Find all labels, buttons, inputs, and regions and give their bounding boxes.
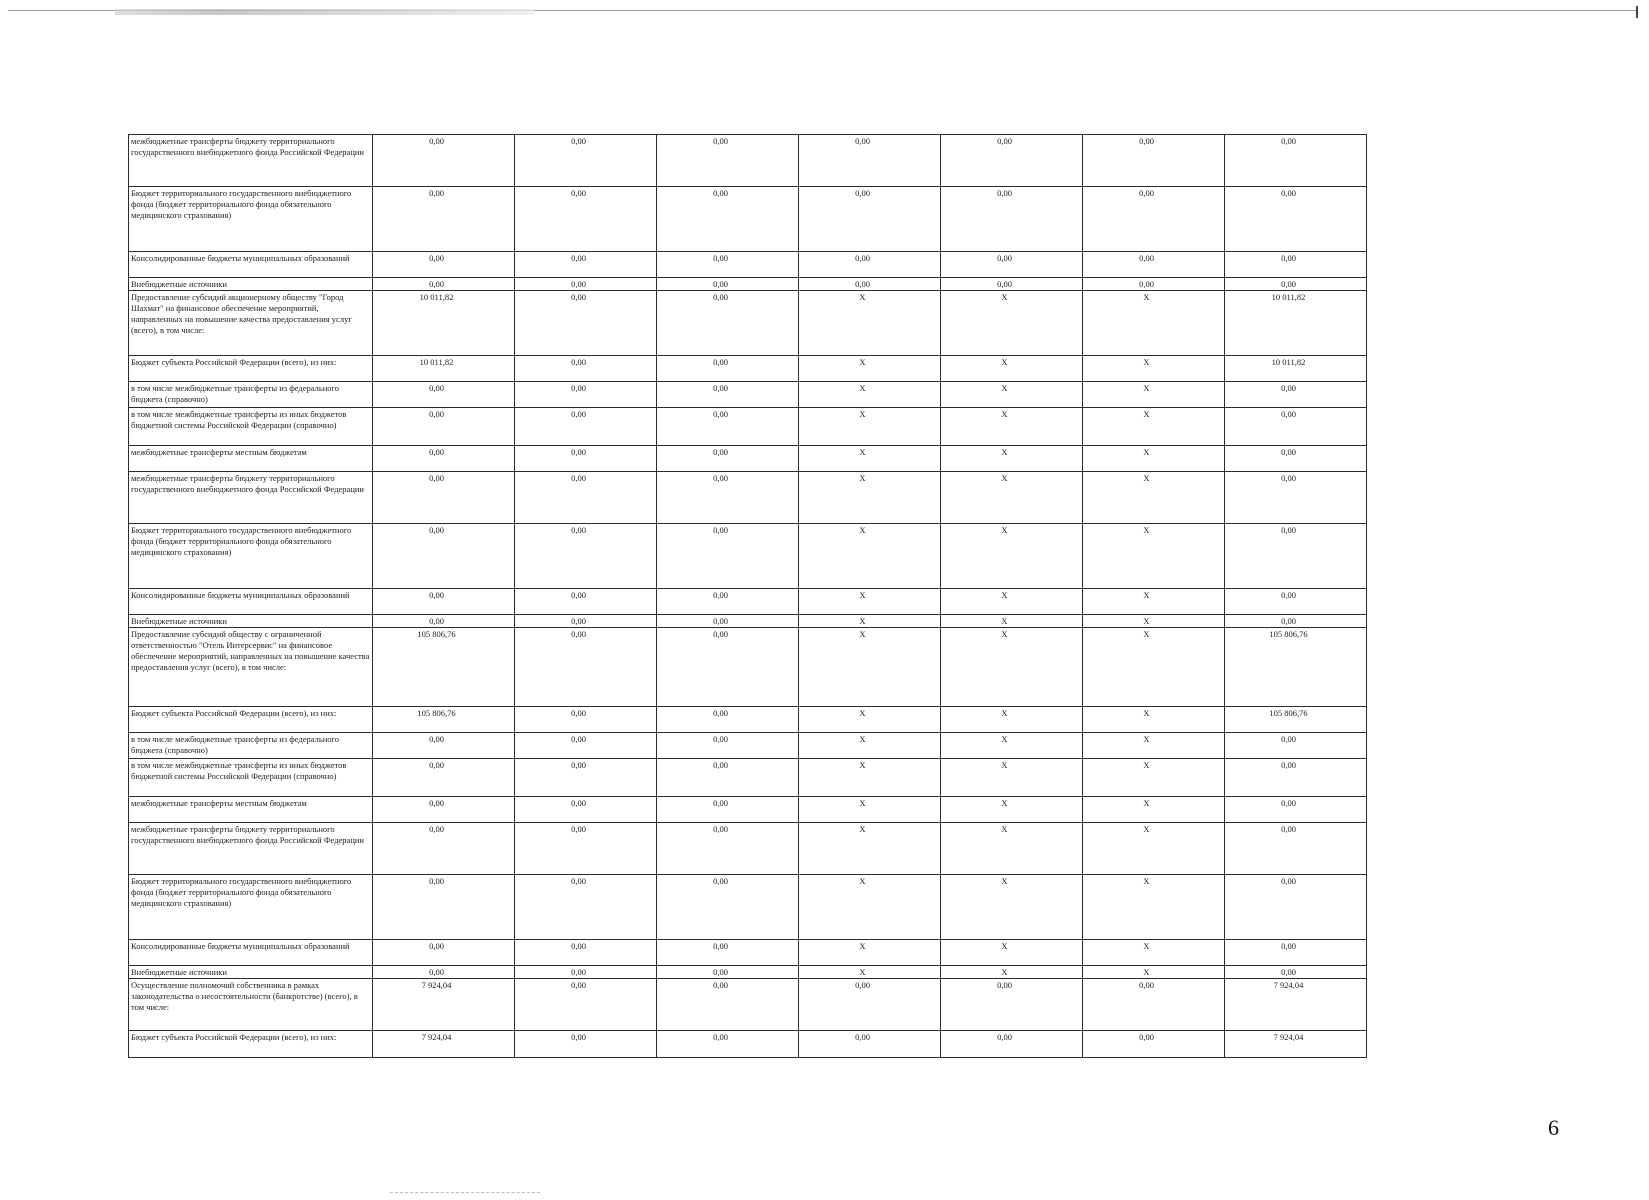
value-cell: 0,00 [373,408,515,446]
value-cell: X [799,940,941,966]
value-cell: 0,00 [799,1031,941,1058]
value-cell: 0,00 [1225,135,1367,187]
value-cell: X [799,589,941,615]
table-row [129,875,1367,940]
table-row [129,940,1367,966]
value-cell: 105 806,76 [373,628,515,707]
value-cell: 0,00 [1225,940,1367,966]
value-cell: X [799,615,941,628]
value-cell: 0,00 [515,291,657,356]
scan-edge-mark [1636,6,1638,18]
value-cell: 10 011,82 [373,291,515,356]
value-cell: 0,00 [1225,252,1367,278]
value-cell: X [799,446,941,472]
row-label: Бюджет территориального государственного внебюджетного фонда (бюджет территориального фонда обязательного медицинского страхования) [129,875,373,940]
value-cell: 0,00 [657,707,799,733]
value-cell: 0,00 [657,291,799,356]
value-cell: 0,00 [515,446,657,472]
value-cell: 0,00 [373,382,515,408]
value-cell: 0,00 [515,940,657,966]
table-row [129,733,1367,759]
value-cell: 0,00 [657,979,799,1031]
value-cell: X [1083,524,1225,589]
table-row [129,1031,1367,1058]
value-cell: 0,00 [373,187,515,252]
row-label: Предоставление субсидий обществу с ограниченной ответственностью "Отель Интерсервис" на финансовое обеспечение мероприятий, направленных на повышение качества предоставления услуг (всего), в том числе: [129,628,373,707]
value-cell: 0,00 [373,875,515,940]
table-row [129,628,1367,707]
row-label: Осуществление полномочий собственника в рамках законодательства о несостоятельности (банкротстве) (всего), в том числе: [129,979,373,1031]
value-cell: 0,00 [657,759,799,797]
value-cell: X [941,408,1083,446]
value-cell: X [941,615,1083,628]
row-label: межбюджетные трансферты бюджету территориального государственного внебюджетного фонда Российской Федерации [129,472,373,524]
value-cell: X [1083,733,1225,759]
value-cell: X [1083,940,1225,966]
value-cell: X [799,797,941,823]
scan-artifact [115,9,535,15]
value-cell: 0,00 [657,252,799,278]
value-cell: X [941,446,1083,472]
table-row [129,135,1367,187]
row-label: в том числе межбюджетные трансферты из иных бюджетов бюджетной системы Российской Федерации (справочно) [129,759,373,797]
value-cell: 0,00 [515,472,657,524]
value-cell: 0,00 [515,759,657,797]
value-cell: X [1083,707,1225,733]
row-label: межбюджетные трансферты бюджету территориального государственного внебюджетного фонда Российской Федерации [129,135,373,187]
value-cell: 0,00 [657,356,799,382]
value-cell: X [799,628,941,707]
value-cell: X [799,733,941,759]
value-cell: 0,00 [373,446,515,472]
value-cell: 0,00 [373,135,515,187]
value-cell: X [1083,408,1225,446]
value-cell: 0,00 [799,979,941,1031]
table-row [129,472,1367,524]
value-cell: 0,00 [373,472,515,524]
value-cell: X [941,966,1083,979]
value-cell: 105 806,76 [373,707,515,733]
value-cell: 0,00 [373,524,515,589]
value-cell: 0,00 [657,382,799,408]
table-row [129,979,1367,1031]
value-cell: X [799,382,941,408]
value-cell: 0,00 [1225,446,1367,472]
value-cell: X [941,759,1083,797]
table-row [129,797,1367,823]
value-cell: 0,00 [515,733,657,759]
value-cell: 0,00 [515,797,657,823]
row-label: Предоставление субсидий акционерному обществу "Город Шахмат" на финансовое обеспечение мероприятий, направленных на повышение качества предоставления услуг (всего), в том числе: [129,291,373,356]
value-cell: 0,00 [1225,472,1367,524]
value-cell: X [941,291,1083,356]
value-cell: 0,00 [941,278,1083,291]
value-cell: 0,00 [373,733,515,759]
value-cell: X [941,823,1083,875]
value-cell: X [1083,589,1225,615]
value-cell: X [799,356,941,382]
row-label: Внебюджетные источники [129,615,373,628]
value-cell: 0,00 [941,1031,1083,1058]
row-label: межбюджетные трансферты местным бюджетам [129,446,373,472]
value-cell: 0,00 [657,187,799,252]
value-cell: 0,00 [657,628,799,707]
value-cell: 105 806,76 [1225,628,1367,707]
value-cell: 0,00 [799,187,941,252]
row-label: в том числе межбюджетные трансферты из федерального бюджета (справочно) [129,733,373,759]
value-cell: X [941,875,1083,940]
value-cell: X [799,875,941,940]
value-cell: 0,00 [1083,979,1225,1031]
value-cell: X [1083,875,1225,940]
value-cell: X [1083,291,1225,356]
value-cell: 0,00 [515,524,657,589]
value-cell: 0,00 [515,356,657,382]
row-label: Внебюджетные источники [129,966,373,979]
value-cell: 0,00 [657,966,799,979]
value-cell: 0,00 [941,252,1083,278]
value-cell: X [799,707,941,733]
value-cell: X [799,291,941,356]
value-cell: 0,00 [373,797,515,823]
table-row [129,408,1367,446]
value-cell: 0,00 [515,382,657,408]
row-label: Внебюджетные источники [129,278,373,291]
table-row [129,615,1367,628]
table-row [129,187,1367,252]
value-cell: 0,00 [1083,278,1225,291]
row-label: межбюджетные трансферты местным бюджетам [129,797,373,823]
row-label: Бюджет субъекта Российской Федерации (всего), из них: [129,707,373,733]
value-cell: X [1083,797,1225,823]
value-cell: X [941,382,1083,408]
value-cell: 0,00 [515,408,657,446]
value-cell: 0,00 [657,940,799,966]
row-label: в том числе межбюджетные трансферты из иных бюджетов бюджетной системы Российской Федерации (справочно) [129,408,373,446]
value-cell: 0,00 [657,875,799,940]
table-row [129,446,1367,472]
value-cell: 0,00 [657,135,799,187]
row-label: межбюджетные трансферты бюджету территориального государственного внебюджетного фонда Российской Федерации [129,823,373,875]
value-cell: X [941,589,1083,615]
value-cell: X [799,524,941,589]
value-cell: X [941,733,1083,759]
value-cell: 7 924,04 [373,1031,515,1058]
value-cell: X [799,472,941,524]
value-cell: 0,00 [515,589,657,615]
table-row [129,759,1367,797]
value-cell: 0,00 [515,979,657,1031]
value-cell: X [799,759,941,797]
value-cell: 0,00 [373,589,515,615]
value-cell: 10 011,82 [1225,291,1367,356]
value-cell: 0,00 [373,252,515,278]
value-cell: 10 011,82 [373,356,515,382]
value-cell: X [941,356,1083,382]
table-row [129,291,1367,356]
value-cell: 0,00 [1225,382,1367,408]
value-cell: 10 011,82 [1225,356,1367,382]
row-label: Бюджет территориального государственного внебюджетного фонда (бюджет территориального фонда обязательного медицинского страхования) [129,524,373,589]
value-cell: 0,00 [1225,759,1367,797]
value-cell: 0,00 [657,278,799,291]
table-row [129,356,1367,382]
value-cell: 0,00 [515,187,657,252]
value-cell: X [1083,446,1225,472]
value-cell: X [1083,472,1225,524]
value-cell: 0,00 [1225,966,1367,979]
value-cell: 0,00 [941,187,1083,252]
scan-bottom-artifact [390,1192,540,1193]
value-cell: 0,00 [1225,733,1367,759]
value-cell: 0,00 [1225,278,1367,291]
value-cell: 7 924,04 [1225,1031,1367,1058]
value-cell: 0,00 [1225,187,1367,252]
row-label: Бюджет территориального государственного внебюджетного фонда (бюджет территориального фонда обязательного медицинского страхования) [129,187,373,252]
row-label: в том числе межбюджетные трансферты из федерального бюджета (справочно) [129,382,373,408]
value-cell: 0,00 [941,135,1083,187]
value-cell: X [1083,382,1225,408]
value-cell: X [799,408,941,446]
value-cell: 0,00 [799,252,941,278]
value-cell: 0,00 [515,1031,657,1058]
value-cell: 0,00 [1225,615,1367,628]
value-cell: 0,00 [657,472,799,524]
value-cell: 0,00 [657,615,799,628]
value-cell: 0,00 [1225,408,1367,446]
value-cell: 0,00 [373,823,515,875]
value-cell: 0,00 [1225,875,1367,940]
value-cell: 0,00 [515,135,657,187]
value-cell: 0,00 [515,966,657,979]
value-cell: 0,00 [1083,1031,1225,1058]
row-label: Консолидированные бюджеты муниципальных образований [129,940,373,966]
table-row [129,966,1367,979]
value-cell: 0,00 [1225,797,1367,823]
value-cell: 0,00 [515,628,657,707]
table-row [129,278,1367,291]
value-cell: 0,00 [1083,187,1225,252]
value-cell: 0,00 [373,278,515,291]
value-cell: 105 806,76 [1225,707,1367,733]
value-cell: 0,00 [657,589,799,615]
value-cell: X [799,823,941,875]
value-cell: 0,00 [515,278,657,291]
value-cell: 0,00 [373,940,515,966]
budget-table [128,134,1367,1058]
value-cell: 0,00 [657,797,799,823]
value-cell: X [1083,628,1225,707]
row-label: Консолидированные бюджеты муниципальных образований [129,252,373,278]
value-cell: 0,00 [515,615,657,628]
value-cell: X [1083,759,1225,797]
value-cell: 0,00 [515,252,657,278]
value-cell: 0,00 [1083,252,1225,278]
table-row [129,524,1367,589]
table-row [129,823,1367,875]
value-cell: X [1083,823,1225,875]
value-cell: 0,00 [515,823,657,875]
value-cell: 7 924,04 [373,979,515,1031]
table-row [129,589,1367,615]
value-cell: X [941,797,1083,823]
table-row [129,382,1367,408]
value-cell: X [941,628,1083,707]
value-cell: 0,00 [657,446,799,472]
value-cell: 0,00 [657,823,799,875]
value-cell: X [941,940,1083,966]
value-cell: 0,00 [799,278,941,291]
table-row [129,252,1367,278]
value-cell: X [941,707,1083,733]
value-cell: X [1083,356,1225,382]
value-cell: 0,00 [373,966,515,979]
budget-table-body [129,135,1367,1058]
value-cell: 0,00 [941,979,1083,1031]
value-cell: 0,00 [373,615,515,628]
value-cell: 0,00 [515,707,657,733]
value-cell: 0,00 [657,1031,799,1058]
value-cell: 0,00 [1225,589,1367,615]
row-label: Бюджет субъекта Российской Федерации (всего), из них: [129,1031,373,1058]
value-cell: 0,00 [1083,135,1225,187]
value-cell: 7 924,04 [1225,979,1367,1031]
value-cell: 0,00 [1225,524,1367,589]
value-cell: X [941,524,1083,589]
value-cell: 0,00 [657,524,799,589]
value-cell: 0,00 [1225,823,1367,875]
value-cell: X [941,472,1083,524]
value-cell: 0,00 [799,135,941,187]
row-label: Бюджет субъекта Российской Федерации (всего), из них: [129,356,373,382]
value-cell: X [1083,966,1225,979]
table-row [129,707,1367,733]
page-number: 6 [1548,1115,1559,1140]
value-cell: 0,00 [515,875,657,940]
row-label: Консолидированные бюджеты муниципальных образований [129,589,373,615]
value-cell: X [799,966,941,979]
value-cell: 0,00 [657,408,799,446]
value-cell: X [1083,615,1225,628]
value-cell: 0,00 [657,733,799,759]
value-cell: 0,00 [373,759,515,797]
